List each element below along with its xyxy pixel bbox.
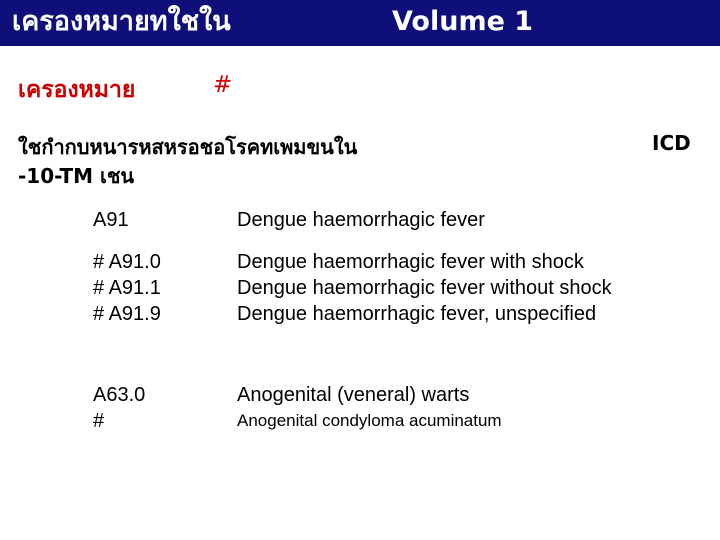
entry-name: Dengue haemorrhagic fever [237, 209, 485, 231]
entry-code: # A91.9 [93, 303, 161, 325]
section-heading: เครองหมาย [18, 77, 136, 103]
entry-name: Anogenital (veneral) warts [237, 384, 470, 406]
entry-code: # A91.0 [93, 251, 161, 273]
entry-code: # A91.1 [93, 277, 161, 299]
description-line-2: -10-TM เชน [18, 164, 135, 188]
entry-code: # [93, 410, 105, 432]
entry-code: A91 [93, 209, 129, 231]
entry-name: Anogenital condyloma acuminatum [237, 411, 502, 430]
entry-name: Dengue haemorrhagic fever, unspecified [237, 303, 597, 325]
slide-title: เครองหมายทใชใน [12, 6, 231, 37]
volume-label: Volume 1 [392, 6, 534, 37]
description-line-1: ใชกำกบหนารหสหรอชอโรคทเพมขนใน [18, 135, 358, 159]
hash-symbol: # [213, 72, 233, 98]
title-bar [0, 0, 720, 46]
entry-name: Dengue haemorrhagic fever without shock [237, 277, 612, 299]
entry-code: A63.0 [93, 384, 146, 406]
description-icd: ICD [652, 131, 691, 155]
entry-name: Dengue haemorrhagic fever with shock [237, 251, 584, 273]
